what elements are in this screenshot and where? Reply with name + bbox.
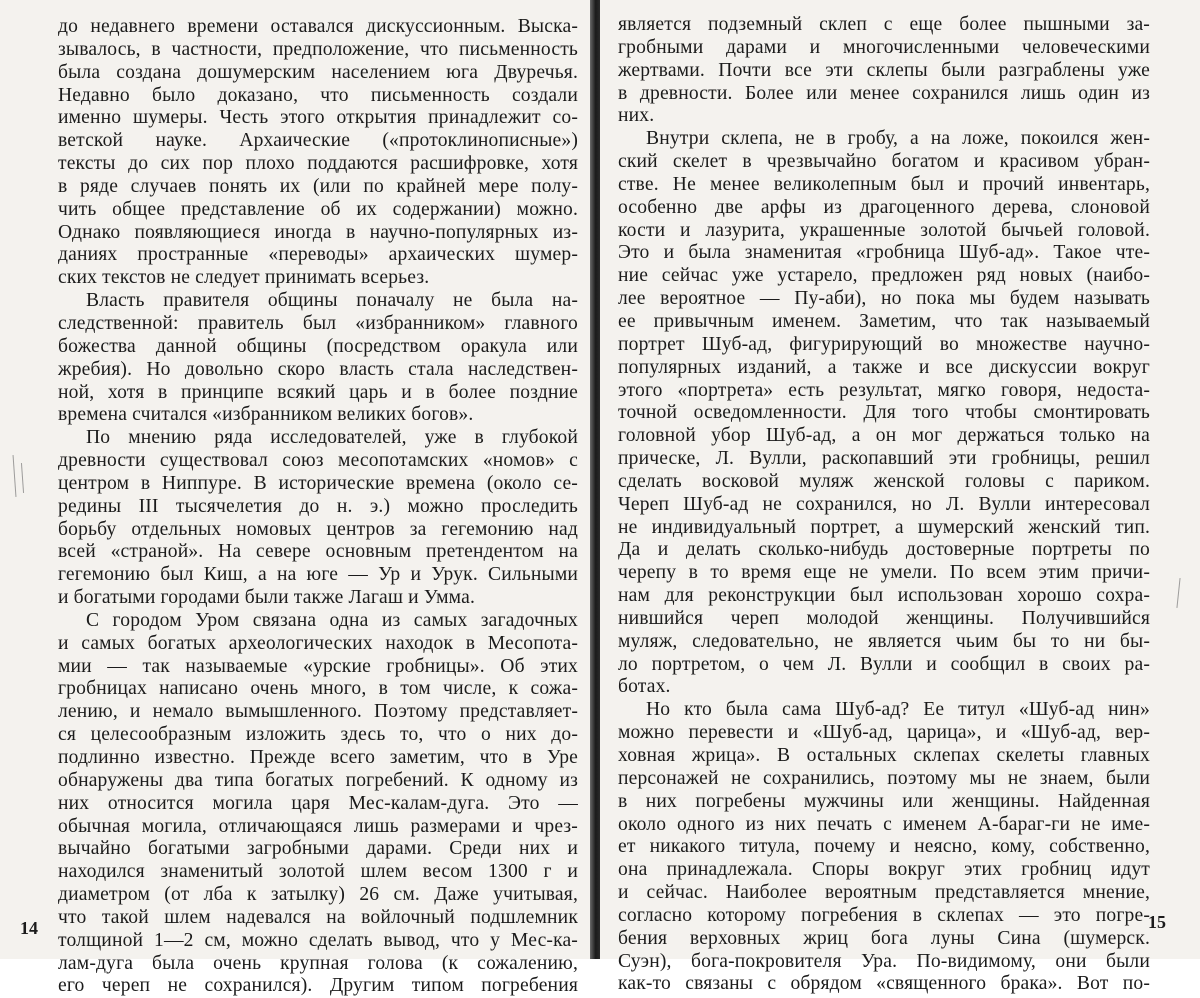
text-line: борьбу отдельных номовых центров за гегемонию над <box>58 518 578 540</box>
text-line: находился знаменитый золотой шлем весом 1300 г и <box>58 861 578 883</box>
text-line: и богатыми городами были также Лагаш и Умма. <box>58 587 475 609</box>
text-line: ее привычным именем. Заметим, что так называемый <box>618 310 1150 332</box>
text-line: Однако появляющиеся иногда в научно-популярных из- <box>58 221 578 243</box>
text-line: лению, и немало вымышленного. Поэтому представляет- <box>58 701 578 723</box>
text-line: особенно две арфы из драгоценного дерева, слоновой <box>618 196 1150 218</box>
text-line: ховная жрица». В остальных склепах скелеты главных <box>618 745 1150 766</box>
text-line: Да и делать сколько-нибудь достоверные портреты по <box>618 539 1150 561</box>
text-line: этого «портрета» есть результат, мягко говоря, недоста- <box>618 379 1150 401</box>
text-line: обычная могила, отличающаяся лишь размерами и чрез- <box>58 815 578 837</box>
text-line: центром в Ниппуре. В исторические времена (около се- <box>58 472 578 494</box>
text-line: что такой шлем надевался на войлочный подшлемник <box>58 906 578 928</box>
text-line: По мнению ряда исследователей, уже в глубокой <box>86 427 578 449</box>
text-line: редины III тысячелетия до н. э.) можно проследить <box>58 495 578 517</box>
text-line: является подземный склеп с еще более пышными за- <box>618 14 1150 35</box>
text-line: прическе, Л. Вулли, раскопавший эти гробницы, решил <box>618 448 1150 470</box>
text-line: гробницах написано очень много, в том числе, к сожа- <box>58 678 578 700</box>
text-line: ло портретом, о чем Л. Вулли и сообщил в своих ра- <box>618 653 1150 675</box>
text-line: персонажей не сохранились, поэтому мы не знаем, были <box>618 767 1150 789</box>
text-line: как-то связаны с обрядом «священного брака». Вот по- <box>618 973 1150 995</box>
text-line: Это и была знаменитая «гробница Шуб-ад». Такое чте- <box>618 242 1150 264</box>
text-line: зывалось, в частности, предположение, что письменность <box>58 38 578 60</box>
text-line: сделать восковой муляж женской головы с париком. <box>618 470 1150 492</box>
text-line: подлинно известно. Прежде всего заметим, что в Уре <box>58 747 578 768</box>
text-line: головной убор Шуб-ад, а он мог держаться только на <box>618 425 1150 447</box>
text-line: мии — так называемые «урские гробницы». Об этих <box>58 655 578 677</box>
text-line: С городом Уром связана одна из самых загадочных <box>86 609 578 631</box>
right-page <box>600 0 1200 995</box>
left-page <box>0 0 592 997</box>
text-line: кости и лазурита, украшенные золотой бычьей головой. <box>618 219 1150 241</box>
text-line: муляж, следовательно, не является чьим бы то ни бы- <box>618 630 1150 652</box>
pencil-margin-mark <box>1176 578 1180 608</box>
text-line: гробными дарами и многочисленными человеческими <box>618 36 1150 58</box>
left-page-text <box>58 16 578 998</box>
right-page-text <box>618 14 1150 996</box>
text-line: в древности. Более или менее сохранился лишь один из <box>618 82 1150 104</box>
text-line: них. <box>618 105 655 127</box>
text-line: портрет Шуб-ад, фигурирующий во множестве научно- <box>618 333 1150 355</box>
text-line: Но кто была сама Шуб-ад? Ее титул «Шуб-ад нин» <box>646 699 1150 721</box>
text-line: ботах. <box>618 676 671 698</box>
text-line: и самых богатых археологических находок в Месопота- <box>58 632 578 654</box>
text-line: в ряде случаев понять их (или по крайней мере полу- <box>58 175 578 197</box>
text-line: жертвами. Почти все эти склепы были разграблены уже <box>618 59 1150 81</box>
text-line: можно перевести и «Шуб-ад, царица», и «Шуб-ад, вер- <box>618 722 1150 744</box>
text-line: диаметром (от лба к затылку) 26 см. Даже учитывая, <box>58 884 578 906</box>
text-line: Внутри склепа, не в гробу, а на ложе, покоился жен- <box>646 128 1150 150</box>
text-line: божества данной общины (посредством оракула или <box>58 335 578 357</box>
text-line: бения верховных жриц бога луны Сина (шумерск. <box>618 927 1150 949</box>
text-line: стве. Не менее великолепным был и прочий инвентарь, <box>618 173 1150 195</box>
text-line: древности существовал союз месопотамских «номов» с <box>58 450 578 472</box>
text-line: ский скелет в чрезвычайно богатом и красивом убран- <box>618 151 1150 173</box>
text-line: времена считался «избранником великих богов». <box>58 404 474 426</box>
text-line: чить общее представление об их содержании) можно. <box>58 198 578 220</box>
text-line: около одного из них печать с именем А-бараг-ги не име- <box>618 813 1150 835</box>
text-line: нам для реконструкции был использован хорошо сохра- <box>618 585 1150 607</box>
text-line: следственной: правитель был «избранником» главного <box>58 312 578 334</box>
text-line: была создана дошумерским населением юга Двуречья. <box>58 61 578 83</box>
text-line: его череп не сохранился). Другим типом погребения <box>58 975 578 997</box>
text-line: ся целесообразным изложить здесь то, что о них до- <box>58 724 578 746</box>
text-line: лам-дуга была очень крупная голова (к сожалению, <box>58 952 578 974</box>
text-line: них относится могила царя Мес-калам-дуга. Это — <box>58 792 578 814</box>
text-line: согласно которому погребения в склепах — это погре- <box>618 904 1150 926</box>
text-line: Суэн), бога-покровителя Ура. По-видимому, они были <box>618 950 1150 972</box>
text-line: лее вероятное — Пу-аби), но пока мы будем называть <box>618 288 1150 310</box>
text-line: в них погребены мужчины или женщины. Найденная <box>618 790 1150 812</box>
pencil-margin-mark <box>21 463 24 493</box>
text-line: ских текстов не следует принимать всерьез. <box>58 267 430 289</box>
text-line: ние сейчас уже устарело, предложен ряд новых (наибо- <box>618 265 1150 287</box>
text-line: точной осведомленности. Для того чтобы смонтировать <box>618 402 1150 424</box>
text-line: она принадлежала. Споры вокруг этих гробниц идут <box>618 859 1150 881</box>
text-line: даниях пространные «переводы» архаических шумер- <box>58 244 578 266</box>
text-line: ной, хотя в принципе всякий царь и в более поздние <box>58 381 578 403</box>
text-line: ет никакого титула, почему и неясно, кому, собственно, <box>618 836 1150 858</box>
text-line: нившийся череп молодой женщины. Получившийся <box>618 607 1150 629</box>
text-line: вычайно богатыми загробными дарами. Среди них и <box>58 838 578 860</box>
text-line: тексты до сих пор плохо поддаются расшифровке, хотя <box>58 153 578 175</box>
text-line: гегемонию был Киш, а на юге — Ур и Урук. Сильными <box>58 564 578 586</box>
text-line: черепу в то время еще не умели. По всем этим причи- <box>618 562 1150 584</box>
pencil-margin-mark <box>13 455 17 497</box>
text-line: именно шумеры. Честь этого открытия принадлежит со- <box>58 107 578 129</box>
text-line: ветской науке. Архаические («протоклинописные») <box>58 130 578 152</box>
page-number: 14 <box>20 918 38 938</box>
text-line: Недавно было доказано, что письменность создали <box>58 84 578 106</box>
text-line: толщиной 1—2 см, можно сделать вывод, что у Мес-ка- <box>58 929 578 951</box>
text-line: жребия). Но довольно скоро власть стала наследствен- <box>58 358 578 380</box>
text-line: всей «страной». На севере основным претендентом на <box>58 541 578 563</box>
text-line: до недавнего времени оставался дискуссионным. Выска- <box>58 16 578 37</box>
text-line: Власть правителя общины поначалу не была на- <box>86 290 578 312</box>
text-line: и сейчас. Наиболее вероятным представляется мнение, <box>618 882 1150 904</box>
text-line: популярных изданий, а также и все дискуссии вокруг <box>618 356 1150 378</box>
text-line: Череп Шуб-ад не сохранился, но Л. Вулли интересовал <box>618 493 1150 515</box>
page-number: 15 <box>1148 912 1166 932</box>
text-line: не индивидуальный портрет, а шумерский женский тип. <box>618 516 1150 538</box>
text-line: обнаружены два типа богатых погребений. К одному из <box>58 769 578 791</box>
